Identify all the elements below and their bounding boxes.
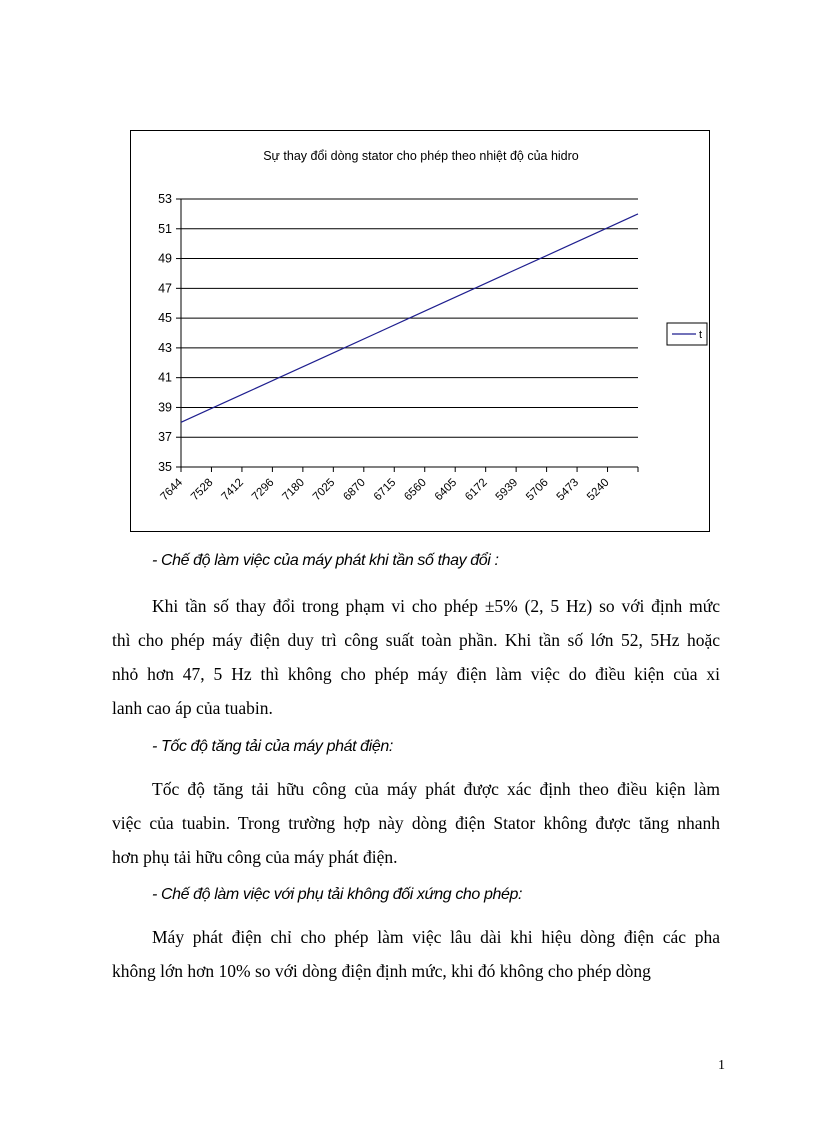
paragraph-asymmetric-load <box>112 920 720 988</box>
x-tick-label: 7025 <box>310 476 338 504</box>
section-heading-frequency: - Chế độ làm việc của máy phát khi tần số thay đổi : <box>152 552 499 569</box>
chart-title: Sự thay đổi dòng stator cho phép theo nhiệt độ của hidro <box>263 149 579 163</box>
y-tick-label: 43 <box>158 340 172 355</box>
paragraph-line: lanh cao áp của tuabin. <box>112 698 273 718</box>
y-tick-label: 49 <box>158 251 172 266</box>
line-chart <box>131 131 711 533</box>
x-tick-label: 7296 <box>249 476 277 504</box>
paragraph-line: không lớn hơn 10% so với dòng điện định mức, khi đó không cho phép dòng <box>112 961 651 981</box>
paragraph-line: việc của tuabin. Trong trường hợp này dòng điện Stator không được tăng nhanh <box>112 813 720 833</box>
page-number: 1 <box>718 1058 725 1073</box>
x-tick-label: 6172 <box>463 476 490 504</box>
x-tick-label: 7528 <box>189 476 216 504</box>
legend-label: t <box>699 329 703 341</box>
y-tick-label: 35 <box>158 460 172 474</box>
paragraph-line: Tốc độ tăng tải hữu công của máy phát được xác định theo điều kiện làm <box>152 779 720 799</box>
x-tick-label: 7412 <box>219 476 247 504</box>
x-tick-label: 5240 <box>585 476 612 504</box>
x-tick-label: 7180 <box>280 476 307 504</box>
x-tick-label: 5706 <box>524 476 551 504</box>
paragraph-frequency <box>112 589 720 725</box>
x-tick-label: 6405 <box>432 476 460 504</box>
chart-container <box>130 130 710 532</box>
paragraph-line: Máy phát điện chỉ cho phép làm việc lâu dài khi hiệu dòng điện các pha <box>152 927 720 947</box>
paragraph-line: thì cho phép máy điện duy trì công suất toàn phần. Khi tần số lớn 52, 5Hz hoặc <box>112 630 720 650</box>
x-tick-label: 5473 <box>554 476 582 504</box>
y-tick-label: 39 <box>158 400 172 415</box>
x-tick-label: 6715 <box>371 476 399 504</box>
paragraph-line: hơn phụ tải hữu công của máy phát điện. <box>112 847 398 867</box>
y-tick-label: 53 <box>158 192 172 206</box>
x-tick-label: 6560 <box>402 476 429 504</box>
y-tick-label: 41 <box>158 370 172 385</box>
section-heading-asymmetric-load: - Chế độ làm việc với phụ tải không đối xứng cho phép: <box>152 886 522 903</box>
paragraph-load-rate <box>112 772 720 874</box>
x-tick-label: 5939 <box>493 476 521 504</box>
paragraph-line: Khi tần số thay đổi trong phạm vi cho phép ±5% (2, 5 Hz) so với định mức <box>152 596 720 616</box>
section-heading-load-rate: - Tốc độ tăng tải của máy phát điện: <box>152 738 393 755</box>
x-tick-label: 7644 <box>158 476 186 504</box>
x-tick-label: 6870 <box>341 476 368 504</box>
y-tick-label: 51 <box>158 221 172 236</box>
y-tick-label: 37 <box>158 430 172 445</box>
paragraph-line: nhỏ hơn 47, 5 Hz thì không cho phép máy điện làm việc do điều kiện của xi <box>112 664 720 684</box>
y-tick-label: 47 <box>158 281 172 296</box>
y-tick-label: 45 <box>158 311 172 326</box>
